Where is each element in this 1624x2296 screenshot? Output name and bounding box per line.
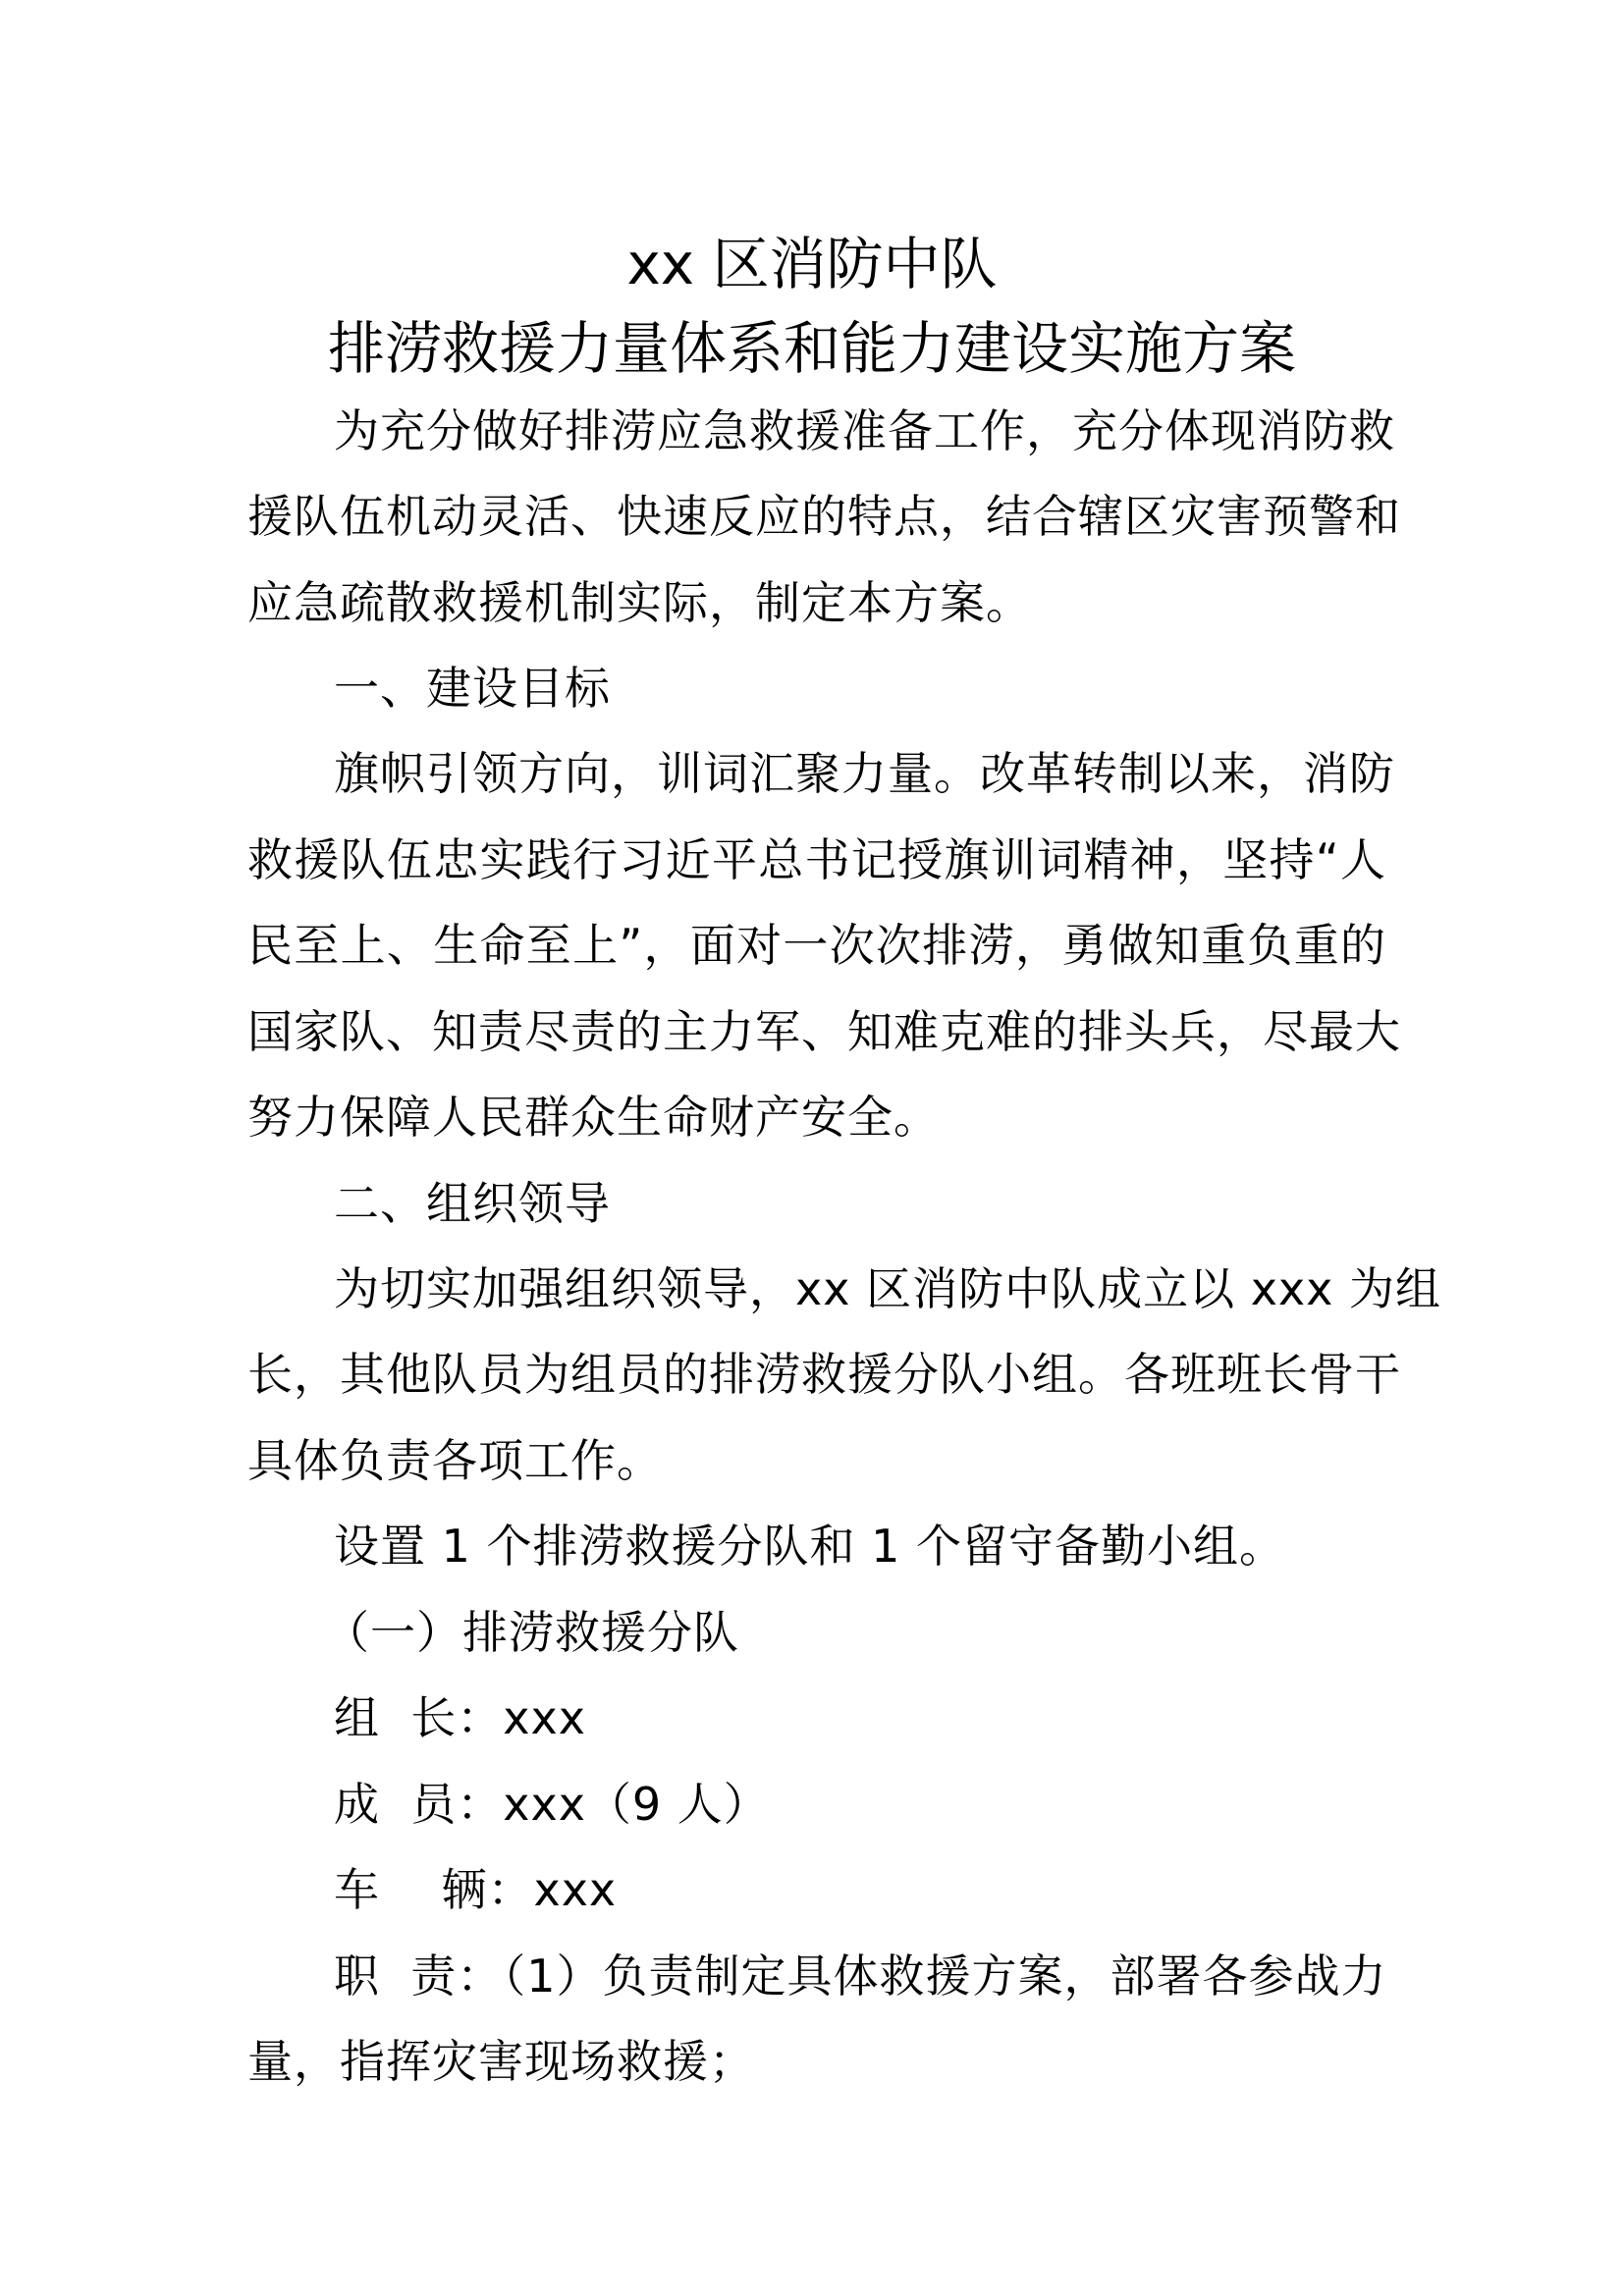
document-title-line2: 排涝救援力量体系和能力建设实施方案: [327, 315, 1296, 382]
organization-line-1: 为切实加强组织领导，xx 区消防中队成立以 xxx 为组: [334, 1262, 1441, 1315]
section-heading-goals: 一、建设目标: [334, 662, 611, 715]
goals-line-5: 努力保障人民群众生命财产安全。: [247, 1091, 940, 1144]
goals-line-4: 国家队、知责尽责的主力军、知难克难的排头兵，尽最大: [247, 1005, 1401, 1058]
goals-line-2: 救援队伍忠实践行习近平总书记授旗训词精神，坚持“人: [247, 833, 1386, 886]
document-title-line1: xx 区消防中队: [626, 231, 998, 297]
intro-line-2: 援队伍机动灵活、快速反应的特点，结合辖区灾害预警和: [247, 490, 1401, 543]
subsection-heading-rescue-team: （一）排涝救援分队: [324, 1606, 739, 1659]
team-duty-line-1: 职 责：（1）负责制定具体救援方案，部署各参战力: [334, 1949, 1387, 2002]
organization-line-2: 长，其他队员为组员的排涝救援分队小组。各班班长骨干: [247, 1348, 1401, 1401]
organization-line-3: 具体负责各项工作。: [247, 1434, 663, 1487]
team-members-line: 成 员：xxx（9 人）: [334, 1778, 770, 1831]
intro-line-1: 为充分做好排涝应急救援准备工作，充分体现消防救: [334, 404, 1395, 457]
goals-line-3: 民至上、生命至上”，面对一次次排涝，勇做知重负重的: [247, 919, 1386, 972]
team-duty-line-2: 量，指挥灾害现场救援；: [247, 2035, 755, 2088]
setup-line: 设置 1 个排涝救援分队和 1 个留守备勤小组。: [334, 1520, 1286, 1573]
team-vehicles-line: 车 辆：xxx: [334, 1863, 618, 1916]
team-leader-line: 组 长：xxx: [334, 1691, 586, 1744]
intro-line-3: 应急疏散救援机制实际，制定本方案。: [247, 576, 1032, 629]
section-heading-organization: 二、组织领导: [334, 1177, 611, 1230]
goals-line-1: 旗帜引领方向，训词汇聚力量。改革转制以来，消防: [334, 747, 1395, 800]
